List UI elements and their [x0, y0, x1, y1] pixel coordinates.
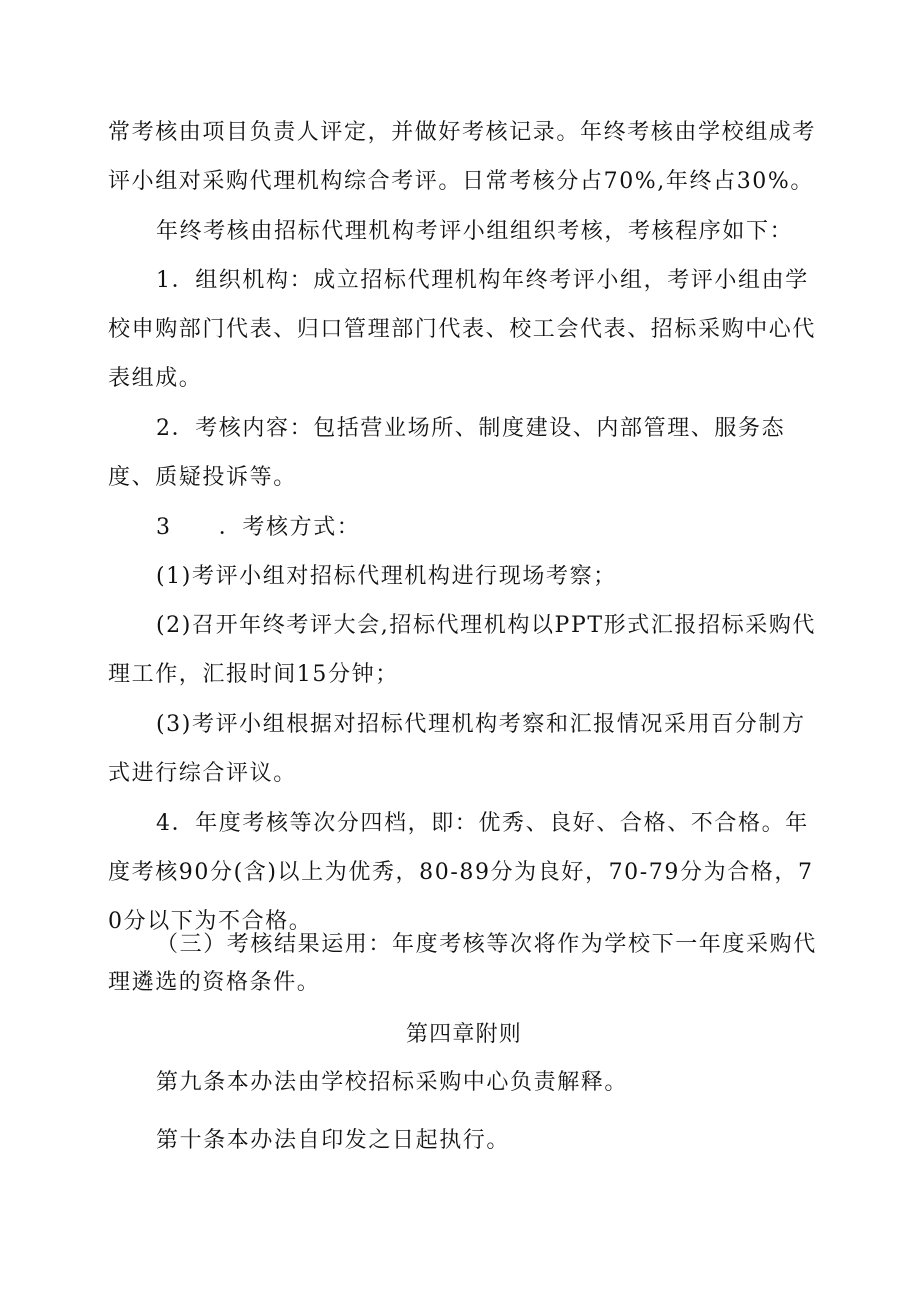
paragraph-item-3-method: 3 ．考核方式： — [156, 515, 361, 540]
paragraph-annual-procedure-intro: 年终考核由招标代理机构考评小组组织考核，考核程序如下： — [156, 219, 794, 244]
paragraph-subitem-3: (3)考评小组根据对招标代理机构考察和汇报情况采用百分制方式进行综合评议。 — [108, 712, 806, 786]
paragraph-daily-assessment: 常考核由项目负责人评定，并做好考核记录。年终考核由学校组成考评小组对采购代理机构综合考评。日常考核分占70%,年终占30%。 — [108, 120, 817, 194]
paragraph-subitem-2: (2)召开年终考评大会,招标代理机构以PPT形式汇报招标采购代理工作，汇报时间15分钟； — [108, 613, 817, 687]
paragraph-result-application: （三）考核结果运用：年度考核等次将作为学校下一年度采购代理遴选的资格条件。 — [108, 932, 817, 995]
paragraph-subitem-1: (1)考评小组对招标代理机构进行现场考察； — [156, 564, 617, 589]
chapter-heading: 第四章附则 — [405, 1022, 522, 1047]
paragraph-item-4-grades: 4．年度考核等次分四档，即：优秀、良好、合格、不合格。年度考核90分(含)以上为优秀，80-89分为良好，70-79分为合格，70分以下为不合格。 — [108, 811, 814, 934]
paragraph-item-1-organization: 1．组织机构：成立招标代理机构年终考评小组，考评小组由学校申购部门代表、归口管理部门代表、校工会代表、招标采购中心代表组成。 — [108, 268, 817, 391]
article-10: 第十条本办法自印发之日起执行。 — [156, 1128, 511, 1153]
article-9: 第九条本办法由学校招标采购中心负责解释。 — [156, 1070, 629, 1095]
paragraph-item-2-content: 2．考核内容：包括营业场所、制度建设、内部管理、服务态度、质疑投诉等。 — [108, 416, 786, 490]
